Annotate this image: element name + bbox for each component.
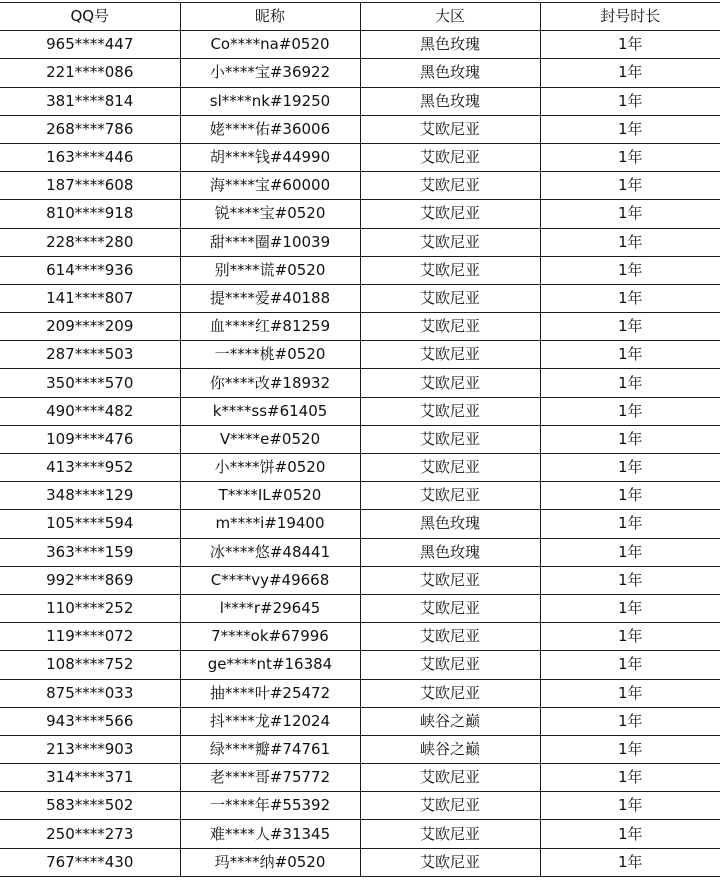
cell-region: 艾欧尼亚 xyxy=(360,425,540,453)
cell-ban-duration: 1年 xyxy=(540,566,720,594)
cell-qq-number: 992****869 xyxy=(0,566,180,594)
cell-ban-duration: 1年 xyxy=(540,538,720,566)
cell-region: 艾欧尼亚 xyxy=(360,454,540,482)
cell-ban-duration: 1年 xyxy=(540,707,720,735)
cell-nickname: 你****改#18932 xyxy=(180,369,360,397)
cell-region: 艾欧尼亚 xyxy=(360,764,540,792)
cell-ban-duration: 1年 xyxy=(540,31,720,59)
table-row xyxy=(0,228,720,256)
table-row xyxy=(0,848,720,876)
cell-nickname: 提****爱#40188 xyxy=(180,284,360,312)
cell-qq-number: 119****072 xyxy=(0,623,180,651)
cell-qq-number: 287****503 xyxy=(0,341,180,369)
cell-region: 艾欧尼亚 xyxy=(360,848,540,876)
cell-region: 艾欧尼亚 xyxy=(360,397,540,425)
cell-region: 艾欧尼亚 xyxy=(360,566,540,594)
table-row xyxy=(0,792,720,820)
header-qq-number: QQ号 xyxy=(0,3,180,31)
cell-nickname: 小****饼#0520 xyxy=(180,454,360,482)
cell-ban-duration: 1年 xyxy=(540,735,720,763)
cell-nickname: 冰****悠#48441 xyxy=(180,538,360,566)
cell-ban-duration: 1年 xyxy=(540,200,720,228)
table-row xyxy=(0,538,720,566)
cell-qq-number: 105****594 xyxy=(0,510,180,538)
table-row xyxy=(0,679,720,707)
cell-nickname: 难****人#31345 xyxy=(180,820,360,848)
cell-nickname: 锐****宝#0520 xyxy=(180,200,360,228)
cell-nickname: 老****哥#75772 xyxy=(180,764,360,792)
cell-nickname: 抖****龙#12024 xyxy=(180,707,360,735)
table-row xyxy=(0,143,720,171)
cell-qq-number: 268****786 xyxy=(0,115,180,143)
cell-region: 艾欧尼亚 xyxy=(360,115,540,143)
table-row xyxy=(0,425,720,453)
cell-ban-duration: 1年 xyxy=(540,313,720,341)
cell-region: 峡谷之巅 xyxy=(360,735,540,763)
cell-nickname: l****r#29645 xyxy=(180,594,360,622)
cell-nickname: 一****桃#0520 xyxy=(180,341,360,369)
cell-region: 艾欧尼亚 xyxy=(360,651,540,679)
cell-ban-duration: 1年 xyxy=(540,510,720,538)
cell-qq-number: 614****936 xyxy=(0,256,180,284)
table-row xyxy=(0,594,720,622)
cell-ban-duration: 1年 xyxy=(540,87,720,115)
cell-qq-number: 363****159 xyxy=(0,538,180,566)
table-row xyxy=(0,651,720,679)
table-row xyxy=(0,341,720,369)
cell-nickname: C****vy#49668 xyxy=(180,566,360,594)
cell-qq-number: 108****752 xyxy=(0,651,180,679)
cell-region: 艾欧尼亚 xyxy=(360,594,540,622)
cell-nickname: 血****红#81259 xyxy=(180,313,360,341)
cell-qq-number: 221****086 xyxy=(0,59,180,87)
cell-nickname: T****IL#0520 xyxy=(180,482,360,510)
cell-qq-number: 187****608 xyxy=(0,172,180,200)
cell-qq-number: 767****430 xyxy=(0,848,180,876)
cell-region: 艾欧尼亚 xyxy=(360,341,540,369)
cell-ban-duration: 1年 xyxy=(540,482,720,510)
cell-qq-number: 943****566 xyxy=(0,707,180,735)
cell-nickname: 一****年#55392 xyxy=(180,792,360,820)
cell-ban-duration: 1年 xyxy=(540,228,720,256)
cell-region: 黑色玫瑰 xyxy=(360,510,540,538)
cell-region: 艾欧尼亚 xyxy=(360,143,540,171)
cell-region: 艾欧尼亚 xyxy=(360,172,540,200)
cell-nickname: 小****宝#36922 xyxy=(180,59,360,87)
cell-qq-number: 965****447 xyxy=(0,31,180,59)
cell-qq-number: 141****807 xyxy=(0,284,180,312)
table-header-row xyxy=(0,3,720,31)
cell-region: 艾欧尼亚 xyxy=(360,482,540,510)
table-row xyxy=(0,284,720,312)
table-row xyxy=(0,735,720,763)
cell-qq-number: 109****476 xyxy=(0,425,180,453)
table-row xyxy=(0,115,720,143)
cell-qq-number: 810****918 xyxy=(0,200,180,228)
cell-nickname: 别****谎#0520 xyxy=(180,256,360,284)
table-body xyxy=(0,31,720,877)
table-row xyxy=(0,369,720,397)
cell-ban-duration: 1年 xyxy=(540,594,720,622)
cell-qq-number: 381****814 xyxy=(0,87,180,115)
cell-region: 黑色玫瑰 xyxy=(360,538,540,566)
cell-nickname: 甜****圈#10039 xyxy=(180,228,360,256)
cell-ban-duration: 1年 xyxy=(540,820,720,848)
cell-ban-duration: 1年 xyxy=(540,172,720,200)
cell-nickname: 抽****叶#25472 xyxy=(180,679,360,707)
table-row xyxy=(0,31,720,59)
cell-nickname: 7****ok#67996 xyxy=(180,623,360,651)
cell-ban-duration: 1年 xyxy=(540,143,720,171)
cell-nickname: Co****na#0520 xyxy=(180,31,360,59)
ban-list-table xyxy=(0,2,720,877)
cell-ban-duration: 1年 xyxy=(540,59,720,87)
cell-region: 黑色玫瑰 xyxy=(360,59,540,87)
cell-qq-number: 875****033 xyxy=(0,679,180,707)
table-row xyxy=(0,200,720,228)
cell-ban-duration: 1年 xyxy=(540,651,720,679)
cell-qq-number: 348****129 xyxy=(0,482,180,510)
cell-qq-number: 163****446 xyxy=(0,143,180,171)
cell-ban-duration: 1年 xyxy=(540,256,720,284)
table-row xyxy=(0,59,720,87)
cell-ban-duration: 1年 xyxy=(540,848,720,876)
cell-qq-number: 228****280 xyxy=(0,228,180,256)
cell-region: 艾欧尼亚 xyxy=(360,792,540,820)
cell-ban-duration: 1年 xyxy=(540,115,720,143)
cell-nickname: 海****宝#60000 xyxy=(180,172,360,200)
cell-nickname: 姥****佑#36006 xyxy=(180,115,360,143)
cell-region: 艾欧尼亚 xyxy=(360,820,540,848)
cell-nickname: 绿****瓣#74761 xyxy=(180,735,360,763)
cell-ban-duration: 1年 xyxy=(540,764,720,792)
cell-ban-duration: 1年 xyxy=(540,341,720,369)
table-row xyxy=(0,707,720,735)
table-row xyxy=(0,623,720,651)
cell-qq-number: 490****482 xyxy=(0,397,180,425)
cell-ban-duration: 1年 xyxy=(540,454,720,482)
cell-qq-number: 314****371 xyxy=(0,764,180,792)
cell-region: 艾欧尼亚 xyxy=(360,200,540,228)
cell-ban-duration: 1年 xyxy=(540,369,720,397)
cell-ban-duration: 1年 xyxy=(540,679,720,707)
cell-ban-duration: 1年 xyxy=(540,792,720,820)
table-row xyxy=(0,87,720,115)
cell-region: 艾欧尼亚 xyxy=(360,284,540,312)
cell-region: 艾欧尼亚 xyxy=(360,313,540,341)
cell-ban-duration: 1年 xyxy=(540,397,720,425)
cell-nickname: ge****nt#16384 xyxy=(180,651,360,679)
table-row xyxy=(0,397,720,425)
cell-nickname: 玛****纳#0520 xyxy=(180,848,360,876)
cell-region: 黑色玫瑰 xyxy=(360,87,540,115)
header-ban-duration: 封号时长 xyxy=(540,3,720,31)
cell-region: 黑色玫瑰 xyxy=(360,31,540,59)
cell-ban-duration: 1年 xyxy=(540,425,720,453)
cell-ban-duration: 1年 xyxy=(540,284,720,312)
cell-ban-duration: 1年 xyxy=(540,623,720,651)
cell-nickname: sl****nk#19250 xyxy=(180,87,360,115)
table-row xyxy=(0,764,720,792)
cell-qq-number: 350****570 xyxy=(0,369,180,397)
table-row xyxy=(0,510,720,538)
table-row xyxy=(0,313,720,341)
header-region: 大区 xyxy=(360,3,540,31)
cell-qq-number: 110****252 xyxy=(0,594,180,622)
cell-qq-number: 583****502 xyxy=(0,792,180,820)
table-row xyxy=(0,256,720,284)
cell-qq-number: 413****952 xyxy=(0,454,180,482)
cell-nickname: k****ss#61405 xyxy=(180,397,360,425)
table-row xyxy=(0,172,720,200)
cell-region: 艾欧尼亚 xyxy=(360,369,540,397)
table-row xyxy=(0,820,720,848)
cell-region: 峡谷之巅 xyxy=(360,707,540,735)
table-row xyxy=(0,482,720,510)
header-nickname: 昵称 xyxy=(180,3,360,31)
cell-nickname: V****e#0520 xyxy=(180,425,360,453)
table-row xyxy=(0,566,720,594)
table-row xyxy=(0,454,720,482)
cell-qq-number: 250****273 xyxy=(0,820,180,848)
cell-qq-number: 213****903 xyxy=(0,735,180,763)
cell-nickname: m****i#19400 xyxy=(180,510,360,538)
cell-nickname: 胡****钱#44990 xyxy=(180,143,360,171)
cell-qq-number: 209****209 xyxy=(0,313,180,341)
cell-region: 艾欧尼亚 xyxy=(360,679,540,707)
cell-region: 艾欧尼亚 xyxy=(360,623,540,651)
cell-region: 艾欧尼亚 xyxy=(360,228,540,256)
cell-region: 艾欧尼亚 xyxy=(360,256,540,284)
